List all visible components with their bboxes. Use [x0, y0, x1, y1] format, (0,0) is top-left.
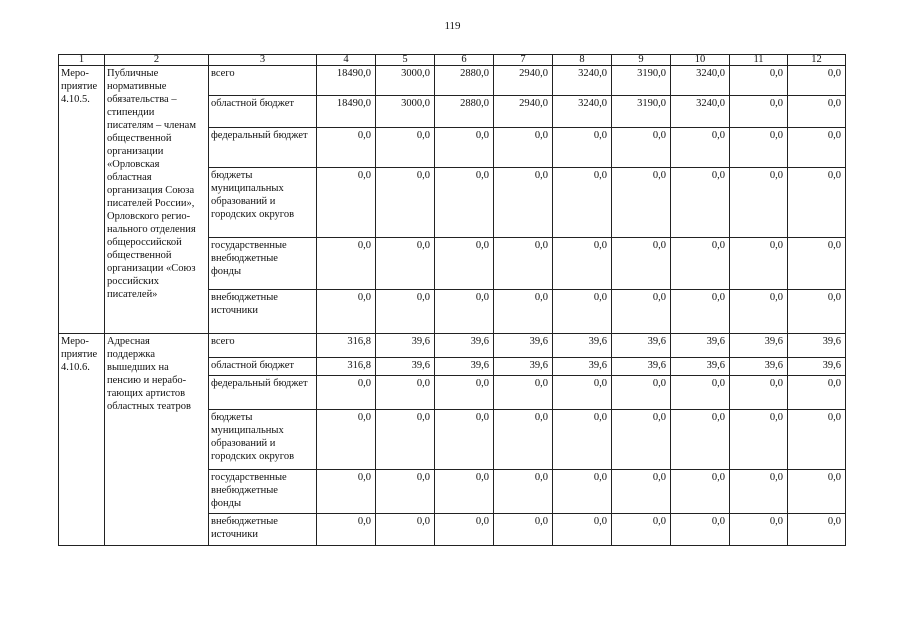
funding-source: бюджеты муниципальных образований и городских округов: [209, 168, 317, 238]
value-cell: 39,6: [376, 358, 435, 376]
value-cell: 0,0: [376, 470, 435, 514]
column-number-cell: 3: [209, 55, 317, 66]
value-cell: 0,0: [671, 168, 730, 238]
activity-id: Меро- приятие 4.10.6.: [59, 334, 105, 546]
value-cell: 0,0: [671, 470, 730, 514]
value-cell: 0,0: [671, 410, 730, 470]
column-number-cell: 1: [59, 55, 105, 66]
column-number-cell: 9: [612, 55, 671, 66]
value-cell: 0,0: [612, 168, 671, 238]
value-cell: 0,0: [612, 376, 671, 410]
value-cell: 0,0: [435, 470, 494, 514]
value-cell: 0,0: [317, 470, 376, 514]
value-cell: 0,0: [435, 168, 494, 238]
funding-source: федеральный бюджет: [209, 128, 317, 168]
value-cell: 0,0: [671, 290, 730, 334]
value-cell: 0,0: [612, 238, 671, 290]
value-cell: 0,0: [376, 238, 435, 290]
value-cell: 0,0: [494, 514, 553, 546]
value-cell: 0,0: [494, 376, 553, 410]
funding-source: всего: [209, 334, 317, 358]
funding-source: областной бюджет: [209, 96, 317, 128]
value-cell: 3190,0: [612, 66, 671, 96]
value-cell: 39,6: [435, 358, 494, 376]
value-cell: 0,0: [788, 238, 846, 290]
value-cell: 0,0: [317, 128, 376, 168]
column-number-cell: 11: [730, 55, 788, 66]
value-cell: 0,0: [376, 376, 435, 410]
value-cell: 0,0: [494, 410, 553, 470]
value-cell: 0,0: [494, 168, 553, 238]
value-cell: 39,6: [376, 334, 435, 358]
value-cell: 2940,0: [494, 96, 553, 128]
value-cell: 0,0: [671, 238, 730, 290]
value-cell: 39,6: [671, 334, 730, 358]
value-cell: 39,6: [671, 358, 730, 376]
value-cell: 0,0: [730, 96, 788, 128]
value-cell: 0,0: [435, 238, 494, 290]
value-cell: 39,6: [494, 334, 553, 358]
value-cell: 0,0: [788, 470, 846, 514]
value-cell: 0,0: [788, 376, 846, 410]
value-cell: 0,0: [730, 514, 788, 546]
value-cell: 0,0: [435, 128, 494, 168]
value-cell: 0,0: [553, 238, 612, 290]
value-cell: 0,0: [788, 514, 846, 546]
value-cell: 39,6: [435, 334, 494, 358]
value-cell: 0,0: [553, 410, 612, 470]
value-cell: 0,0: [494, 290, 553, 334]
column-number-cell: 10: [671, 55, 730, 66]
page-number: 119: [444, 20, 461, 32]
value-cell: 0,0: [553, 470, 612, 514]
value-cell: 3000,0: [376, 96, 435, 128]
funding-source: федеральный бюджет: [209, 376, 317, 410]
value-cell: 2880,0: [435, 96, 494, 128]
value-cell: 39,6: [730, 358, 788, 376]
value-cell: 0,0: [317, 168, 376, 238]
value-cell: 0,0: [671, 128, 730, 168]
value-cell: 0,0: [435, 376, 494, 410]
value-cell: 0,0: [612, 514, 671, 546]
value-cell: 0,0: [494, 470, 553, 514]
value-cell: 0,0: [730, 168, 788, 238]
value-cell: 0,0: [730, 238, 788, 290]
value-cell: 0,0: [494, 128, 553, 168]
funding-source: бюджеты муниципальных образований и городских округов: [209, 410, 317, 470]
value-cell: 0,0: [376, 410, 435, 470]
column-number-row: [59, 55, 846, 66]
funding-source: внебюджетные источники: [209, 514, 317, 546]
table-row: [59, 334, 846, 358]
value-cell: 0,0: [788, 410, 846, 470]
value-cell: 0,0: [671, 376, 730, 410]
activity-description: Публичные нормативные обязательства – стипендии писателям – членам общественной организации «Орловская областная организация Союза писателей России», Орловского регио- нального отделения общероссийской общественной организации «Союз российских писателей»: [105, 66, 209, 334]
value-cell: 0,0: [376, 168, 435, 238]
value-cell: 18490,0: [317, 96, 376, 128]
value-cell: 3240,0: [553, 96, 612, 128]
value-cell: 0,0: [435, 514, 494, 546]
column-number-cell: 5: [376, 55, 435, 66]
column-number-cell: 6: [435, 55, 494, 66]
value-cell: 39,6: [788, 334, 846, 358]
value-cell: 0,0: [553, 290, 612, 334]
value-cell: 0,0: [788, 168, 846, 238]
value-cell: 0,0: [435, 410, 494, 470]
value-cell: 0,0: [553, 128, 612, 168]
value-cell: 316,8: [317, 358, 376, 376]
value-cell: 3240,0: [671, 66, 730, 96]
funding-source: государственные внебюджетные фонды: [209, 470, 317, 514]
value-cell: 0,0: [671, 514, 730, 546]
value-cell: 0,0: [317, 290, 376, 334]
value-cell: 0,0: [788, 128, 846, 168]
value-cell: 2940,0: [494, 66, 553, 96]
budget-table: [58, 54, 846, 546]
value-cell: 18490,0: [317, 66, 376, 96]
value-cell: 0,0: [317, 410, 376, 470]
value-cell: 0,0: [730, 66, 788, 96]
value-cell: 0,0: [317, 514, 376, 546]
value-cell: 0,0: [317, 376, 376, 410]
value-cell: 0,0: [788, 66, 846, 96]
value-cell: 0,0: [788, 96, 846, 128]
value-cell: 3190,0: [612, 96, 671, 128]
value-cell: 39,6: [730, 334, 788, 358]
value-cell: 0,0: [730, 410, 788, 470]
value-cell: 0,0: [612, 410, 671, 470]
column-number-cell: 7: [494, 55, 553, 66]
value-cell: 39,6: [612, 334, 671, 358]
value-cell: 0,0: [553, 168, 612, 238]
funding-source: внебюджетные источники: [209, 290, 317, 334]
value-cell: 0,0: [612, 128, 671, 168]
value-cell: 39,6: [612, 358, 671, 376]
funding-source: областной бюджет: [209, 358, 317, 376]
value-cell: 3240,0: [671, 96, 730, 128]
value-cell: 39,6: [788, 358, 846, 376]
value-cell: 0,0: [730, 470, 788, 514]
activity-description: Адресная поддержка вышедших на пенсию и нерабо- тающих артистов областных театров: [105, 334, 209, 546]
column-number-cell: 8: [553, 55, 612, 66]
value-cell: 0,0: [376, 290, 435, 334]
value-cell: 0,0: [553, 376, 612, 410]
value-cell: 0,0: [553, 514, 612, 546]
value-cell: 0,0: [730, 376, 788, 410]
value-cell: 0,0: [376, 128, 435, 168]
value-cell: 3240,0: [553, 66, 612, 96]
column-number-cell: 2: [105, 55, 209, 66]
value-cell: 39,6: [494, 358, 553, 376]
value-cell: 39,6: [553, 358, 612, 376]
value-cell: 0,0: [788, 290, 846, 334]
value-cell: 0,0: [612, 470, 671, 514]
value-cell: 2880,0: [435, 66, 494, 96]
value-cell: 0,0: [730, 290, 788, 334]
funding-source: государственные внебюджетные фонды: [209, 238, 317, 290]
column-number-cell: 12: [788, 55, 846, 66]
value-cell: 0,0: [730, 128, 788, 168]
value-cell: 0,0: [494, 238, 553, 290]
value-cell: 0,0: [435, 290, 494, 334]
activity-id: Меро- приятие 4.10.5.: [59, 66, 105, 334]
funding-source: всего: [209, 66, 317, 96]
value-cell: 3000,0: [376, 66, 435, 96]
value-cell: 0,0: [612, 290, 671, 334]
value-cell: 316,8: [317, 334, 376, 358]
value-cell: 0,0: [376, 514, 435, 546]
table-row: [59, 66, 846, 96]
column-number-cell: 4: [317, 55, 376, 66]
value-cell: 0,0: [317, 238, 376, 290]
value-cell: 39,6: [553, 334, 612, 358]
